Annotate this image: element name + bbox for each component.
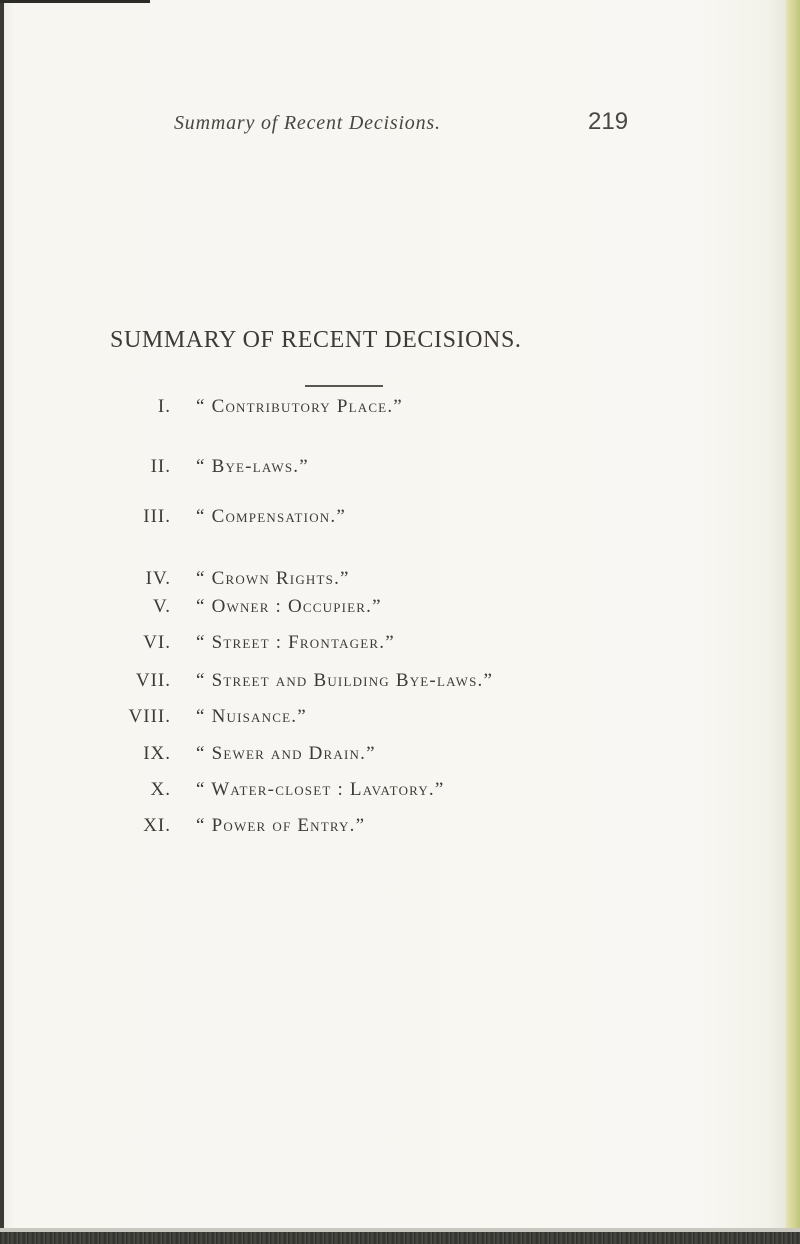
- item-numeral: IV.: [145, 568, 171, 589]
- contents-item: [0, 454, 800, 486]
- item-numeral: II.: [150, 456, 171, 477]
- item-numeral: V.: [152, 596, 171, 617]
- item-numeral: IX.: [143, 743, 171, 764]
- contents-item: [0, 777, 800, 809]
- item-title: “ Bye-laws.”: [196, 456, 309, 477]
- item-numeral: VI.: [143, 632, 171, 653]
- item-title: “ Contributory Place.”: [196, 396, 403, 417]
- contents-item: [0, 668, 800, 700]
- item-numeral: III.: [143, 506, 171, 527]
- item-title: “ Street and Building Bye-laws.”: [196, 670, 494, 691]
- item-title: “ Compensation.”: [196, 506, 346, 527]
- page-title: SUMMARY OF RECENT DECISIONS.: [110, 327, 522, 353]
- item-numeral: I.: [157, 396, 171, 417]
- item-numeral: VII.: [135, 670, 171, 691]
- running-head: Summary of Recent Decisions.: [174, 112, 441, 134]
- item-numeral: XI.: [143, 815, 171, 836]
- contents-item: [0, 741, 800, 773]
- page-number: 219: [588, 108, 629, 135]
- item-numeral: VIII.: [128, 706, 171, 727]
- item-numeral: X.: [150, 779, 171, 800]
- item-title: “ Sewer and Drain.”: [196, 743, 376, 764]
- contents-item: [0, 630, 800, 662]
- item-title: “ Owner : Occupier.”: [196, 596, 382, 617]
- item-title: “ Water-closet : Lavatory.”: [196, 779, 445, 800]
- contents-item: [0, 594, 800, 626]
- item-title: “ Street : Frontager.”: [196, 632, 395, 653]
- contents-item: [0, 704, 800, 736]
- contents-item: [0, 504, 800, 536]
- contents-item: [0, 813, 800, 845]
- item-title: “ Nuisance.”: [196, 706, 307, 727]
- item-title: “ Power of Entry.”: [196, 815, 366, 836]
- item-title: “ Crown Rights.”: [196, 568, 350, 589]
- contents-item: [0, 394, 800, 426]
